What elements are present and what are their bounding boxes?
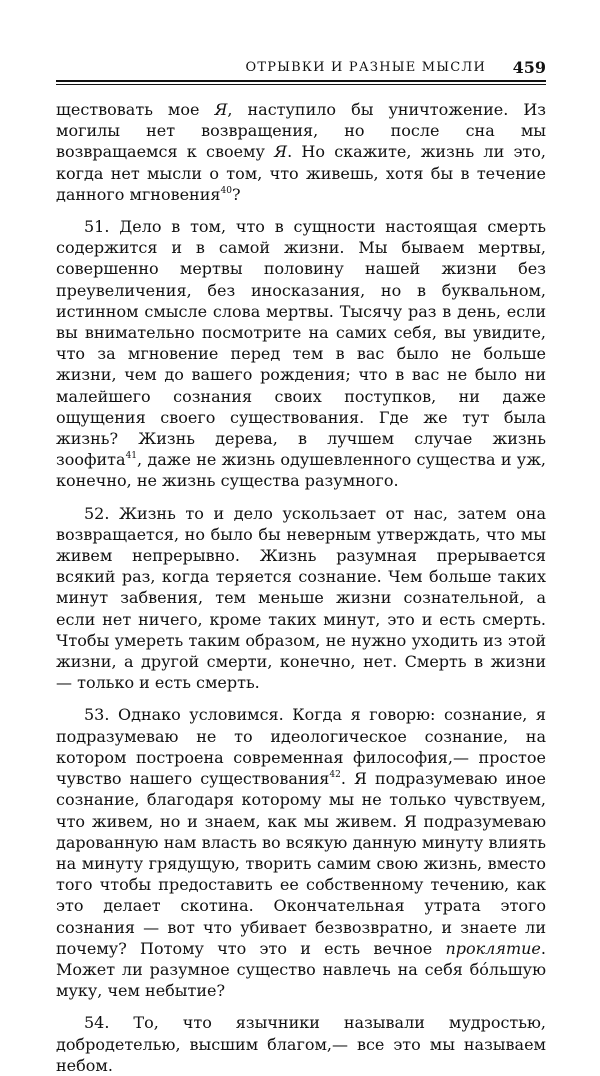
header-rule-thin [56,84,546,85]
page-number: 459 [512,58,546,77]
paragraph-continuation [56,99,546,205]
paragraph-52 [56,503,546,694]
running-title: ОТРЫВКИ И РАЗНЫЕ МЫСЛИ [245,60,486,75]
footnote-reference: 42 [329,770,341,781]
text-run: , даже не жизнь одушевленного существа и уж, конечно, не жизнь существа разумного. [56,450,546,491]
running-head [56,58,546,78]
header-rule-thick [56,80,546,82]
italic-word: проклятие [445,938,541,958]
text-run: 52. Жизнь то и дело ускользает от нас, затем она возвращается, но было бы неверным утверждать, что мы живем непрерывно. Жизнь разумная прерывается всякий раз, когда теряется сознание. Чем больше таких минут забвения, тем меньше жизни сознательной, а если нет ничего, кроме таких минут, это и есть смерть. Чтобы умереть таким образом, не нужно уходить из этой жизни, а другой смерти, конечно, нет. Смерть в жизни — только и есть смерть. [56,503,546,693]
text-run: , наступило бы уничтожение. Из могилы нет возвращения, но после сна мы возвращаемся к своему [56,100,547,162]
paragraph-51 [56,216,546,492]
footnote-reference: 40 [220,185,232,196]
text-run: . Я подразумеваю иное сознание, благодаря которому мы не только чувствуем, что живем, но и знаем, как мы живем. Я подразумеваю дарованную нам власть во всякую данную минуту влиять на минуту грядущую, творить самим свою жизнь, вместо того чтобы предоставить ее собственному течению, как это делает скотина. Окончательная утрата этого сознания — вот что убивает безвозвратно, и знаете ли почему? Потому что это и есть вечное [56,769,547,958]
text-run: 54. То, что язычники называли мудростью, добродетелью, высшим благом,— все это мы называем небом. [56,1013,546,1075]
text-run: 51. Дело в том, что в сущности настоящая смерть содержится и в самой жизни. Мы бываем мертвы, совершенно мертвы половину нашей жизни без преувеличения, без иносказания, но в буквальном, истинном смысле слова мертвы. Тысячу раз в день, если вы внимательно посмотрите на самих себя, вы увидите, что за мгновение перед тем в вас было не больше жизни, чем до вашего рождения; что в вас не было ни малейшего сознания своих поступков, ни даже ощущения своего существования. Где же тут была жизнь? Жизнь дерева, в лучшем случае жизнь зоофита [56,217,546,470]
italic-word: Я [214,100,228,119]
italic-word: Я [274,142,288,162]
text-run: ? [231,184,241,204]
body-text [56,99,546,1076]
text-run: ществовать мое [56,100,215,119]
paragraph-53 [56,704,546,1001]
text-run: . Может ли разумное существо навлечь на себя бо́льшую муку, чем небытие? [56,938,546,1001]
paragraph-54 [56,1012,546,1076]
text-run: . Но скажите, жизнь ли это, когда нет мысли о том, что живешь, хотя бы в течение данного мгновения [56,142,547,204]
text-run: 53. Однако условимся. Когда я говорю: сознание, я подразумеваю не то идеологическое сознание, на котором построена современная философия,— простое чувство нашего существования [56,705,546,789]
footnote-reference: 41 [125,451,138,462]
book-page [56,58,546,1076]
